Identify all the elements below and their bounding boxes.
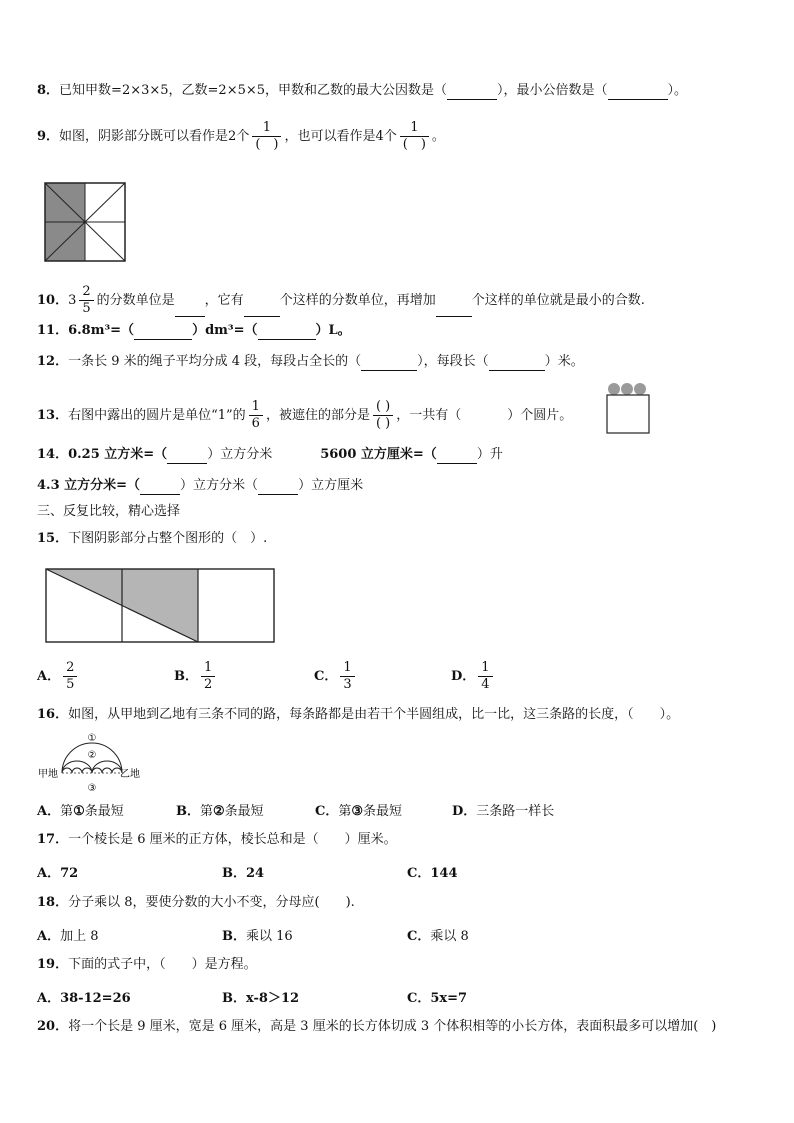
- q9-square-figure: [44, 182, 126, 262]
- question-text: ）升: [476, 447, 503, 462]
- fraction-denominator: 5: [79, 300, 93, 317]
- option-label: C．: [407, 991, 431, 1006]
- option-b[interactable]: [174, 660, 218, 693]
- option-text: x-8＞12: [246, 991, 300, 1006]
- question-number: 19．: [37, 957, 69, 972]
- answer-blank[interactable]: [175, 316, 205, 317]
- question-text: 分子乘以 8，要使分数的大小不变，分母应( ).: [68, 895, 355, 910]
- path-1-label: ①: [87, 733, 97, 744]
- question-text: ，被遮住的部分是: [265, 408, 370, 423]
- option-b[interactable]: [222, 925, 293, 944]
- fraction: [79, 284, 93, 317]
- question-text: 的分数单位是: [96, 293, 175, 308]
- fraction: [478, 660, 492, 693]
- fraction-numerator: 1: [343, 660, 352, 675]
- question-text: 0.25 立方米=（: [68, 447, 168, 462]
- fraction-denominator: 6: [249, 415, 263, 432]
- option-b[interactable]: [222, 987, 299, 1006]
- answer-blank[interactable]: [258, 339, 316, 340]
- question-18: [37, 894, 355, 912]
- question-text: 下面的式子中，（ ）是方程。: [68, 957, 257, 972]
- answer-blank[interactable]: [436, 316, 472, 317]
- option-text: 加上 8: [60, 929, 99, 944]
- question-text: ）L。: [315, 323, 351, 338]
- question-text: ）立方分米（: [180, 478, 259, 493]
- question-12: [37, 353, 584, 371]
- fraction-denominator[interactable]: ( ): [252, 136, 281, 153]
- question-text: ），每段长（: [417, 354, 489, 369]
- fraction-numerator: 2: [82, 284, 91, 299]
- option-text: 24: [246, 866, 265, 881]
- option-c[interactable]: [315, 800, 402, 819]
- q16-paths-figure: [37, 729, 149, 793]
- option-text: 条最短: [84, 804, 124, 819]
- question-number: 12．: [37, 354, 69, 369]
- fraction: [201, 660, 215, 693]
- fraction: [340, 660, 354, 693]
- question-number: 13．: [37, 408, 69, 423]
- cover-box: [607, 395, 649, 433]
- question-number: 20．: [37, 1019, 69, 1034]
- question-10: [37, 284, 645, 317]
- path-2-label: ②: [87, 750, 97, 761]
- question-14-line1: [37, 446, 503, 464]
- question-text: 。: [431, 129, 445, 144]
- question-text: 4.3 立方分米=（: [37, 478, 141, 493]
- option-text: 乘以 16: [246, 929, 293, 944]
- fraction: [63, 660, 77, 693]
- question-number: 10．: [37, 293, 69, 308]
- question-number: 15．: [37, 531, 69, 546]
- question-15: [37, 530, 267, 548]
- option-a[interactable]: [37, 800, 124, 819]
- end-label: 乙地: [120, 769, 140, 780]
- option-c[interactable]: [407, 862, 458, 881]
- option-a[interactable]: [37, 987, 131, 1006]
- mixed-number: [68, 284, 97, 317]
- fraction-numerator: 1: [251, 399, 260, 414]
- question-text: 6.8m³=（: [68, 323, 135, 338]
- path-3-label: ③: [87, 783, 97, 793]
- circle-piece: [634, 383, 646, 395]
- question-17: [37, 831, 397, 849]
- answer-blank[interactable]: [361, 370, 417, 371]
- option-label: D．: [452, 804, 477, 819]
- option-text: 条最短: [363, 804, 403, 819]
- option-text: 144: [430, 866, 458, 881]
- fraction-numerator: 1: [204, 660, 213, 675]
- question-text: 一条长 9 米的绳子平均分成 4 段，每段占全长的（: [68, 354, 362, 369]
- option-text: 条最短: [224, 804, 264, 819]
- fraction: [252, 120, 281, 153]
- question-text: 已知甲数=2×3×5，乙数=2×5×5，甲数和乙数的最大公因数是（: [59, 83, 448, 98]
- fraction-numerator: 2: [66, 660, 75, 675]
- question-text: 右图中露出的圆片是单位“1”的: [68, 408, 246, 423]
- question-number: 8．: [37, 83, 60, 98]
- option-label: C．: [407, 929, 431, 944]
- option-text: 5x=7: [430, 991, 468, 1006]
- question-text: 将一个长是 9 厘米，宽是 6 厘米，高是 3 厘米的长方体切成 3 个体积相等的小长方体，表面积最多可以增加( ): [68, 1019, 717, 1034]
- q13-circles-figure: [605, 381, 651, 435]
- option-label: B．: [222, 929, 246, 944]
- question-number: 14．: [37, 447, 69, 462]
- option-a[interactable]: [37, 862, 78, 881]
- answer-blank[interactable]: [167, 463, 207, 464]
- answer-blank[interactable]: [134, 339, 192, 340]
- answer-blank[interactable]: [437, 463, 477, 464]
- start-label: 甲地: [38, 769, 58, 780]
- option-c[interactable]: [314, 660, 358, 693]
- question-16: [37, 706, 679, 724]
- question-8: [37, 82, 687, 100]
- answer-blank[interactable]: [140, 494, 180, 495]
- option-mark: ①: [73, 804, 85, 819]
- fraction-numerator[interactable]: ( ): [375, 399, 391, 414]
- option-label: B．: [222, 991, 246, 1006]
- fraction-numerator: 1: [481, 660, 490, 675]
- answer-blank[interactable]: [489, 370, 545, 371]
- question-13: [37, 399, 572, 432]
- option-b[interactable]: [222, 862, 264, 881]
- question-14-line2: [37, 477, 363, 495]
- question-text: 个这样的单位就是最小的合数.: [471, 293, 645, 308]
- question-number: 17．: [37, 832, 69, 847]
- option-mark: ②: [213, 804, 225, 819]
- question-text: ，它有: [204, 293, 244, 308]
- option-text: 第: [338, 804, 352, 819]
- question-text: ）立方分米: [207, 447, 273, 462]
- fraction-denominator: 4: [478, 676, 492, 693]
- question-text: ）立方厘米: [298, 478, 364, 493]
- option-label: B．: [174, 669, 198, 684]
- option-b[interactable]: [176, 800, 264, 819]
- option-label: D．: [451, 669, 476, 684]
- option-mark: ③: [351, 804, 364, 819]
- option-label: C．: [407, 866, 431, 881]
- question-text: ）个圆片。: [507, 408, 573, 423]
- option-text: 38-12=26: [60, 991, 131, 1006]
- fraction-denominator[interactable]: ( ): [400, 136, 429, 153]
- question-text: ）dm³=（: [192, 323, 258, 338]
- question-text: 5600 立方厘米=（: [320, 447, 437, 462]
- fraction-denominator[interactable]: ( ): [373, 415, 393, 432]
- answer-blank[interactable]: [608, 99, 668, 100]
- fraction-denominator: 5: [63, 676, 77, 693]
- section-title: 三、反复比较，精心选择: [37, 504, 181, 519]
- question-number: 9．: [37, 129, 60, 144]
- question-text: 一个棱长是 6 厘米的正方体，棱长总和是（ ）厘米。: [68, 832, 397, 847]
- option-d[interactable]: [452, 800, 554, 819]
- question-text: 如图，从甲地到乙地有三条不同的路，每条路都是由若干个半圆组成，比一比，这三条路的长度，（ ）。: [68, 707, 680, 722]
- option-c[interactable]: [407, 925, 469, 944]
- question-20: [37, 1018, 716, 1036]
- option-label: C．: [314, 669, 338, 684]
- option-text: 72: [60, 866, 79, 881]
- question-text: 如图，阴影部分既可以看作是2个: [59, 129, 250, 144]
- option-label: B．: [222, 866, 246, 881]
- question-19: [37, 956, 257, 974]
- fraction-numerator: 1: [262, 120, 272, 135]
- option-text: 第: [200, 804, 214, 819]
- answer-blank[interactable]: [258, 494, 298, 495]
- question-number: 18．: [37, 895, 69, 910]
- question-text: 个这样的分数单位，再增加: [279, 293, 436, 308]
- option-text: 第: [60, 804, 74, 819]
- fraction-numerator: 1: [410, 120, 419, 135]
- fraction-denominator: 3: [340, 676, 354, 693]
- option-label: A．: [37, 929, 61, 944]
- option-label: B．: [176, 804, 200, 819]
- question-text: ）。: [667, 83, 688, 98]
- option-label: A．: [37, 804, 61, 819]
- fraction: [373, 399, 393, 432]
- option-text: 三条路一样长: [476, 804, 555, 819]
- question-text: ，一共有（: [396, 408, 462, 423]
- question-text: ，也可以看作是4个: [284, 129, 397, 144]
- mixed-whole: 3: [68, 292, 77, 308]
- option-a[interactable]: [37, 660, 80, 693]
- question-text: 下图阴影部分占整个图形的（ ）.: [68, 531, 268, 546]
- option-label: A．: [37, 866, 61, 881]
- q15-rectangle-figure: [45, 568, 277, 644]
- answer-blank[interactable]: [244, 316, 280, 317]
- option-text: 乘以 8: [430, 929, 469, 944]
- option-c[interactable]: [407, 987, 467, 1006]
- option-label: C．: [315, 804, 339, 819]
- option-label: A．: [37, 991, 61, 1006]
- fraction: [400, 120, 429, 153]
- question-9: [37, 120, 445, 153]
- option-label: A．: [37, 669, 61, 684]
- circle-piece: [621, 383, 633, 395]
- fraction-denominator: 2: [201, 676, 215, 693]
- question-text: ），最小公倍数是（: [497, 83, 608, 98]
- question-number: 11．: [37, 323, 69, 338]
- question-text: ）米。: [544, 354, 584, 369]
- circle-piece: [608, 383, 620, 395]
- option-a[interactable]: [37, 925, 99, 944]
- option-d[interactable]: [451, 660, 496, 693]
- answer-blank[interactable]: [447, 99, 497, 100]
- fraction: [249, 399, 263, 432]
- question-number: 16．: [37, 707, 69, 722]
- question-11: [37, 322, 351, 340]
